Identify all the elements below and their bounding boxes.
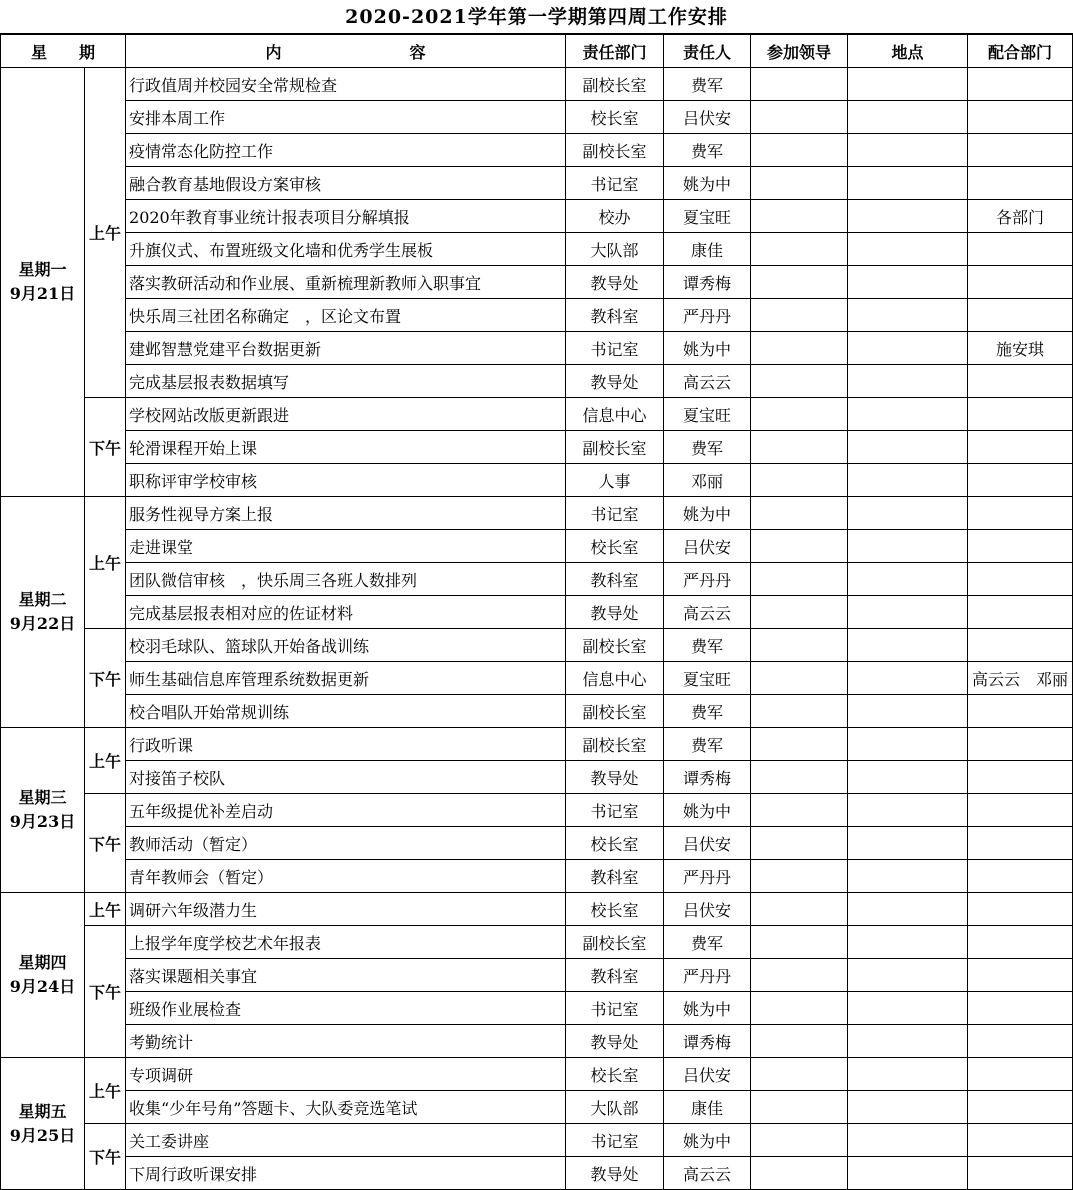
person-cell: 夏宝旺 [664, 398, 751, 431]
table-row [1, 893, 1073, 926]
coop-cell [968, 365, 1073, 398]
table-row [1, 1124, 1073, 1157]
place-cell [848, 563, 968, 596]
place-cell [848, 134, 968, 167]
table-row [1, 431, 1073, 464]
coop-cell [968, 134, 1073, 167]
table-row [1, 662, 1073, 695]
person-cell: 姚为中 [664, 1124, 751, 1157]
day-cell [1, 1058, 85, 1190]
person-cell: 姚为中 [664, 794, 751, 827]
period-cell: 上午 [85, 728, 126, 794]
leader-cell [751, 365, 848, 398]
leader-cell [751, 926, 848, 959]
coop-cell [968, 1124, 1073, 1157]
place-cell [848, 629, 968, 662]
coop-cell [968, 464, 1073, 497]
table-row [1, 530, 1073, 563]
place-cell [848, 1058, 968, 1091]
content-cell: 建邺智慧党建平台数据更新 [126, 332, 566, 365]
table-row [1, 596, 1073, 629]
header-row [1, 35, 1073, 68]
dept-cell: 大队部 [566, 233, 664, 266]
table-row [1, 332, 1073, 365]
content-cell: 走进课堂 [126, 530, 566, 563]
place-cell [848, 860, 968, 893]
person-cell: 费军 [664, 728, 751, 761]
leader-cell [751, 827, 848, 860]
coop-cell: 施安琪 [968, 332, 1073, 365]
content-cell: 融合教育基地假设方案审核 [126, 167, 566, 200]
table-row [1, 1091, 1073, 1124]
person-cell: 高云云 [664, 596, 751, 629]
person-cell: 邓丽 [664, 464, 751, 497]
place-cell [848, 233, 968, 266]
leader-cell [751, 761, 848, 794]
person-cell: 吕伏安 [664, 827, 751, 860]
content-cell: 专项调研 [126, 1058, 566, 1091]
dept-cell: 教导处 [566, 596, 664, 629]
content-cell: 下周行政听课安排 [126, 1157, 566, 1190]
leader-cell [751, 200, 848, 233]
leader-cell [751, 398, 848, 431]
table-row [1, 728, 1073, 761]
content-cell: 校羽毛球队、篮球队开始备战训练 [126, 629, 566, 662]
dept-cell: 书记室 [566, 794, 664, 827]
coop-cell [968, 959, 1073, 992]
leader-cell [751, 233, 848, 266]
schedule-body [1, 68, 1073, 1190]
dept-cell: 教导处 [566, 365, 664, 398]
coop-cell [968, 167, 1073, 200]
dept-cell: 校长室 [566, 1058, 664, 1091]
coop-cell [968, 266, 1073, 299]
dept-cell: 校长室 [566, 893, 664, 926]
person-cell: 高云云 [664, 1157, 751, 1190]
table-row [1, 497, 1073, 530]
coop-cell [968, 728, 1073, 761]
person-cell: 严丹丹 [664, 860, 751, 893]
table-row [1, 266, 1073, 299]
content-cell: 对接笛子校队 [126, 761, 566, 794]
period-cell: 下午 [85, 926, 126, 1058]
coop-cell [968, 1157, 1073, 1190]
header-content: 内 容 [126, 35, 566, 68]
content-cell: 关工委讲座 [126, 1124, 566, 1157]
person-cell: 吕伏安 [664, 530, 751, 563]
leader-cell [751, 794, 848, 827]
header-leader: 参加领导 [751, 35, 848, 68]
content-cell: 轮滑课程开始上课 [126, 431, 566, 464]
dept-cell: 书记室 [566, 992, 664, 1025]
coop-cell [968, 761, 1073, 794]
period-cell: 下午 [85, 1124, 126, 1190]
coop-cell [968, 860, 1073, 893]
day-date: 9月24日 [9, 977, 76, 996]
leader-cell [751, 167, 848, 200]
day-date: 9月21日 [9, 284, 76, 303]
leader-cell [751, 266, 848, 299]
person-cell: 费军 [664, 431, 751, 464]
dept-cell: 大队部 [566, 1091, 664, 1124]
person-cell: 夏宝旺 [664, 200, 751, 233]
header-dept: 责任部门 [566, 35, 664, 68]
table-row [1, 233, 1073, 266]
content-cell: 落实教研活动和作业展、重新梳理新教师入职事宜 [126, 266, 566, 299]
table-row [1, 167, 1073, 200]
table-row [1, 629, 1073, 662]
dept-cell: 校长室 [566, 101, 664, 134]
content-cell: 上报学年度学校艺术年报表 [126, 926, 566, 959]
day-cell [1, 497, 85, 728]
place-cell [848, 926, 968, 959]
dept-cell: 书记室 [566, 497, 664, 530]
day-name: 星期五 [18, 1101, 67, 1121]
dept-cell: 副校长室 [566, 695, 664, 728]
coop-cell [968, 497, 1073, 530]
place-cell [848, 530, 968, 563]
content-cell: 考勤统计 [126, 1025, 566, 1058]
leader-cell [751, 1025, 848, 1058]
table-row [1, 860, 1073, 893]
leader-cell [751, 563, 848, 596]
leader-cell [751, 134, 848, 167]
coop-cell [968, 596, 1073, 629]
leader-cell [751, 299, 848, 332]
place-cell [848, 398, 968, 431]
person-cell: 姚为中 [664, 332, 751, 365]
coop-cell [968, 68, 1073, 101]
dept-cell: 副校长室 [566, 728, 664, 761]
coop-cell [968, 233, 1073, 266]
dept-cell: 副校长室 [566, 431, 664, 464]
dept-cell: 副校长室 [566, 134, 664, 167]
day-name: 星期三 [18, 788, 67, 807]
content-cell: 2020年教育事业统计报表项目分解填报 [126, 200, 566, 233]
place-cell [848, 497, 968, 530]
table-row [1, 992, 1073, 1025]
person-cell: 吕伏安 [664, 893, 751, 926]
dept-cell: 书记室 [566, 332, 664, 365]
dept-cell: 信息中心 [566, 398, 664, 431]
day-date: 9月25日 [9, 1125, 76, 1145]
content-cell: 青年教师会（暂定） [126, 860, 566, 893]
place-cell [848, 101, 968, 134]
coop-cell [968, 629, 1073, 662]
place-cell [848, 893, 968, 926]
leader-cell [751, 992, 848, 1025]
table-row [1, 1157, 1073, 1190]
person-cell: 严丹丹 [664, 959, 751, 992]
leader-cell [751, 101, 848, 134]
table-row [1, 794, 1073, 827]
person-cell: 费军 [664, 629, 751, 662]
content-cell: 收集“少年号角”答题卡、大队委竞选笔试 [126, 1091, 566, 1124]
content-cell: 校合唱队开始常规训练 [126, 695, 566, 728]
leader-cell [751, 431, 848, 464]
schedule-table [0, 34, 1073, 1190]
table-row [1, 68, 1073, 101]
place-cell [848, 761, 968, 794]
content-cell: 五年级提优补差启动 [126, 794, 566, 827]
page-title: 2020-2021学年第一学期第四周工作安排 [0, 0, 1073, 34]
dept-cell: 教导处 [566, 266, 664, 299]
coop-cell [968, 431, 1073, 464]
header-coop: 配合部门 [968, 35, 1073, 68]
leader-cell [751, 1091, 848, 1124]
table-row [1, 464, 1073, 497]
place-cell [848, 167, 968, 200]
day-cell [1, 893, 85, 1058]
period-cell: 下午 [85, 398, 126, 497]
table-row [1, 101, 1073, 134]
place-cell [848, 1124, 968, 1157]
table-row [1, 563, 1073, 596]
person-cell: 姚为中 [664, 992, 751, 1025]
content-cell: 学校网站改版更新跟进 [126, 398, 566, 431]
place-cell [848, 827, 968, 860]
leader-cell [751, 1058, 848, 1091]
content-cell: 完成基层报表相对应的佐证材料 [126, 596, 566, 629]
day-name: 星期四 [18, 953, 67, 972]
place-cell [848, 1157, 968, 1190]
place-cell [848, 695, 968, 728]
coop-cell [968, 926, 1073, 959]
table-row [1, 200, 1073, 233]
dept-cell: 教导处 [566, 761, 664, 794]
coop-cell [968, 827, 1073, 860]
table-row [1, 926, 1073, 959]
place-cell [848, 992, 968, 1025]
coop-cell [968, 1025, 1073, 1058]
place-cell [848, 266, 968, 299]
leader-cell [751, 728, 848, 761]
coop-cell [968, 1058, 1073, 1091]
place-cell [848, 959, 968, 992]
place-cell [848, 68, 968, 101]
coop-cell [968, 794, 1073, 827]
dept-cell: 教科室 [566, 959, 664, 992]
period-cell: 下午 [85, 794, 126, 893]
leader-cell [751, 464, 848, 497]
period-cell: 上午 [85, 893, 126, 926]
dept-cell: 信息中心 [566, 662, 664, 695]
content-cell: 完成基层报表数据填写 [126, 365, 566, 398]
day-cell [1, 728, 85, 893]
day-name: 星期二 [18, 590, 67, 609]
leader-cell [751, 596, 848, 629]
person-cell: 吕伏安 [664, 1058, 751, 1091]
person-cell: 康佳 [664, 1091, 751, 1124]
place-cell [848, 299, 968, 332]
header-place: 地点 [848, 35, 968, 68]
leader-cell [751, 1157, 848, 1190]
dept-cell: 校长室 [566, 530, 664, 563]
person-cell: 费军 [664, 695, 751, 728]
day-date: 9月22日 [9, 614, 76, 633]
content-cell: 行政值周并校园安全常规检查 [126, 68, 566, 101]
place-cell [848, 431, 968, 464]
place-cell [848, 662, 968, 695]
dept-cell: 副校长室 [566, 68, 664, 101]
day-name: 星期一 [18, 260, 67, 279]
content-cell: 师生基础信息库管理系统数据更新 [126, 662, 566, 695]
person-cell: 吕伏安 [664, 101, 751, 134]
person-cell: 谭秀梅 [664, 761, 751, 794]
period-cell: 上午 [85, 497, 126, 629]
content-cell: 班级作业展检查 [126, 992, 566, 1025]
header-person: 责任人 [664, 35, 751, 68]
content-cell: 服务性视导方案上报 [126, 497, 566, 530]
content-cell: 快乐周三社团名称确定 ，区论文布置 [126, 299, 566, 332]
content-cell: 教师活动（暂定） [126, 827, 566, 860]
dept-cell: 教科室 [566, 860, 664, 893]
dept-cell: 副校长室 [566, 926, 664, 959]
coop-cell: 各部门 [968, 200, 1073, 233]
leader-cell [751, 68, 848, 101]
dept-cell: 书记室 [566, 167, 664, 200]
period-cell: 上午 [85, 1058, 126, 1124]
content-cell: 升旗仪式、布置班级文化墙和优秀学生展板 [126, 233, 566, 266]
dept-cell: 教导处 [566, 1025, 664, 1058]
content-cell: 职称评审学校审核 [126, 464, 566, 497]
leader-cell [751, 695, 848, 728]
content-cell: 行政听课 [126, 728, 566, 761]
leader-cell [751, 959, 848, 992]
header-week: 星 期 [1, 35, 126, 68]
dept-cell: 副校长室 [566, 629, 664, 662]
table-row [1, 299, 1073, 332]
coop-cell: 高云云 邓丽 [968, 662, 1073, 695]
dept-cell: 书记室 [566, 1124, 664, 1157]
place-cell [848, 200, 968, 233]
period-cell: 下午 [85, 629, 126, 728]
content-cell: 疫情常态化防控工作 [126, 134, 566, 167]
coop-cell [968, 695, 1073, 728]
person-cell: 严丹丹 [664, 299, 751, 332]
table-row [1, 134, 1073, 167]
table-row [1, 398, 1073, 431]
dept-cell: 教科室 [566, 299, 664, 332]
leader-cell [751, 860, 848, 893]
person-cell: 谭秀梅 [664, 266, 751, 299]
dept-cell: 校办 [566, 200, 664, 233]
leader-cell [751, 332, 848, 365]
person-cell: 谭秀梅 [664, 1025, 751, 1058]
table-row [1, 761, 1073, 794]
dept-cell: 人事 [566, 464, 664, 497]
content-cell: 安排本周工作 [126, 101, 566, 134]
place-cell [848, 464, 968, 497]
table-row [1, 1058, 1073, 1091]
content-cell: 调研六年级潜力生 [126, 893, 566, 926]
leader-cell [751, 629, 848, 662]
table-row [1, 827, 1073, 860]
table-row [1, 365, 1073, 398]
coop-cell [968, 101, 1073, 134]
dept-cell: 教导处 [566, 1157, 664, 1190]
coop-cell [968, 1091, 1073, 1124]
place-cell [848, 794, 968, 827]
dept-cell: 校长室 [566, 827, 664, 860]
coop-cell [968, 563, 1073, 596]
leader-cell [751, 497, 848, 530]
person-cell: 严丹丹 [664, 563, 751, 596]
person-cell: 姚为中 [664, 497, 751, 530]
leader-cell [751, 530, 848, 563]
content-cell: 团队微信审核 ，快乐周三各班人数排列 [126, 563, 566, 596]
person-cell: 姚为中 [664, 167, 751, 200]
coop-cell [968, 398, 1073, 431]
person-cell: 费军 [664, 134, 751, 167]
place-cell [848, 596, 968, 629]
person-cell: 高云云 [664, 365, 751, 398]
leader-cell [751, 893, 848, 926]
coop-cell [968, 992, 1073, 1025]
leader-cell [751, 1124, 848, 1157]
place-cell [848, 332, 968, 365]
content-cell: 落实课题相关事宜 [126, 959, 566, 992]
place-cell [848, 1091, 968, 1124]
day-date: 9月23日 [9, 812, 76, 831]
person-cell: 康佳 [664, 233, 751, 266]
coop-cell [968, 530, 1073, 563]
person-cell: 费军 [664, 926, 751, 959]
person-cell: 夏宝旺 [664, 662, 751, 695]
day-cell [1, 68, 85, 497]
place-cell [848, 1025, 968, 1058]
person-cell: 费军 [664, 68, 751, 101]
leader-cell [751, 662, 848, 695]
place-cell [848, 728, 968, 761]
table-row [1, 959, 1073, 992]
table-row [1, 1025, 1073, 1058]
coop-cell [968, 893, 1073, 926]
table-row [1, 695, 1073, 728]
place-cell [848, 365, 968, 398]
coop-cell [968, 299, 1073, 332]
dept-cell: 教科室 [566, 563, 664, 596]
period-cell: 上午 [85, 68, 126, 398]
